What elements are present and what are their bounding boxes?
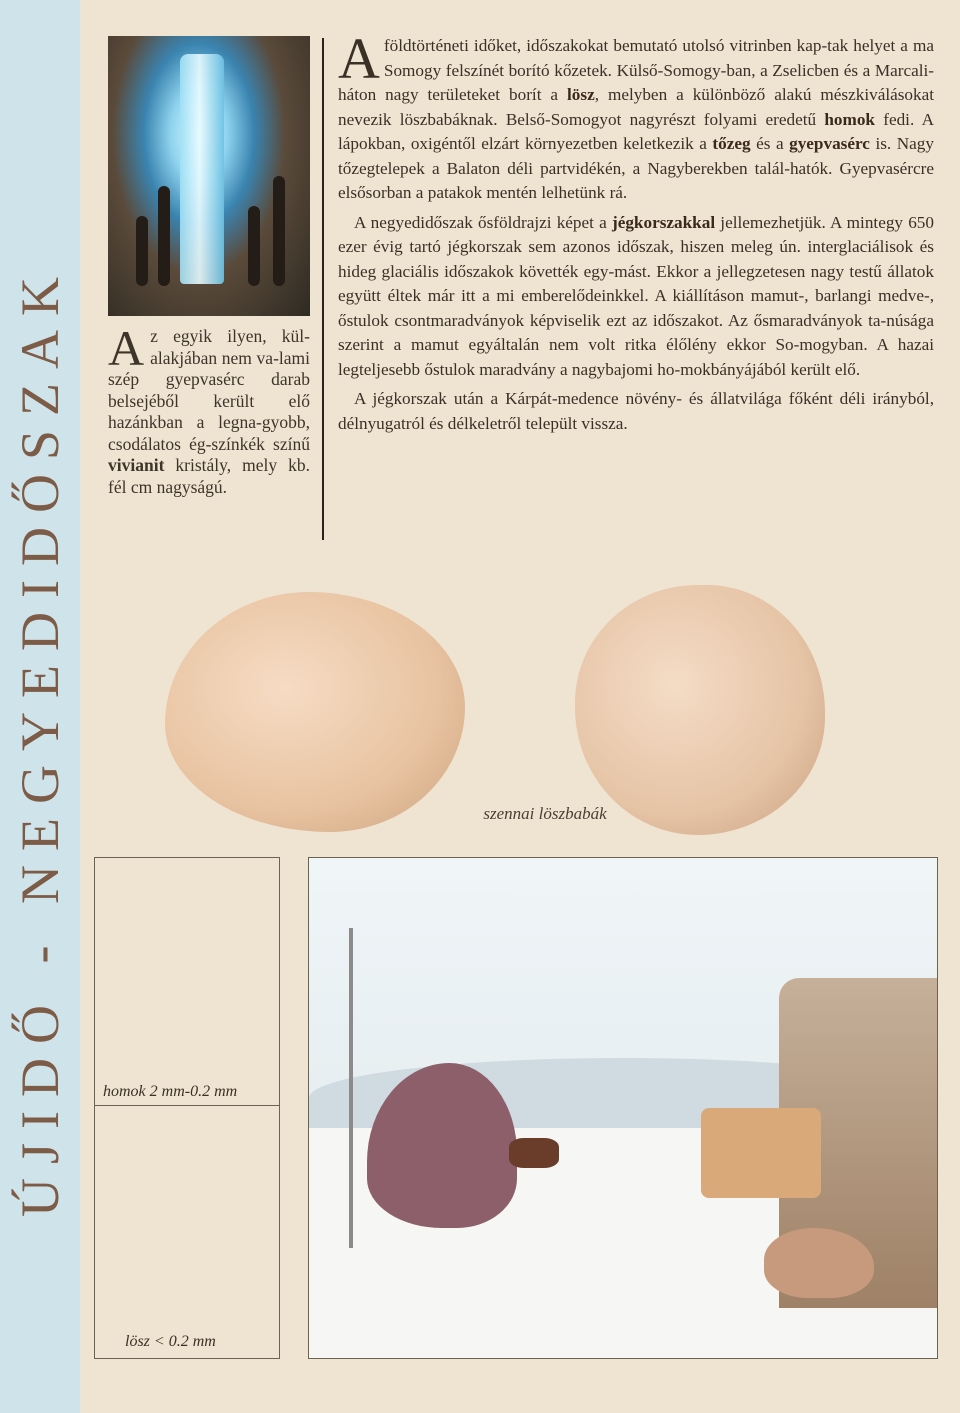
p1-body	[338, 26, 935, 202]
p1-segment: földtörténeti időket, időszakokat bemutató utolsó vitrinben kap-tak helyet a ma Somogy felszínét borító kőzetek. Külső-Somogy-ban, a Zselicben és a Marcali-háton nagy területeket borít a	[338, 36, 934, 104]
dead-tree	[349, 928, 353, 1248]
p1-segment: lösz	[567, 85, 595, 104]
sediment-samples-panel	[94, 857, 280, 1359]
p1-segment: is. Nagy tőzegtelepek a Balaton déli partvidékén, a Nagyberekben talál-hatók. Gyepvasércre elsősorban a patakok mentén lelhetünk rá.	[338, 134, 934, 202]
crystal-caption	[108, 320, 310, 498]
main-text	[338, 26, 935, 441]
side-band	[0, 0, 80, 1413]
caption-bold-word: vivianit	[108, 455, 165, 475]
paragraph-2	[338, 211, 934, 383]
chapter-title: ÚJIDŐ - NEGYEDIDŐSZAK	[10, 263, 70, 1217]
loess-doll-right-photo	[575, 585, 825, 835]
samples-divider	[95, 1105, 279, 1106]
p2-segment: jellemezhetjük. A mintegy 650 ezer évig tartó jégkorszak sem azonos időszak, hiszen meleg ún. interglaciálisok és hideg glaciális időszakok követték egy-mást. Ekkor a jellegzetesen nagy testű állatok együtt éltek már itt a mi emberelődeinkkel. A kiállításon mamut-, barlangi medve-, őstulok csontmaradványok képviselik ezt az időszakot. Az ősmaradványok ta-núsága szerint a mamut egyáltalán nem volt ritka élőlény ekkor So-mogyban. A hazai legteljesebb őstulok maradvány a nagybajomi ho-mokbányájából került elő.	[338, 212, 934, 379]
paragraph-1	[338, 26, 935, 206]
ice-age-illustration	[308, 857, 938, 1359]
p1-segment: tőzeg	[712, 134, 751, 153]
p1-segment: fedi. A lápokban, oxigéntől elzárt környezetben keletkezik a	[338, 109, 934, 153]
loess-doll-caption: szennai löszbabák	[483, 804, 607, 823]
p2-segment: jégkorszakkal	[611, 212, 716, 232]
paragraph-3	[338, 387, 934, 436]
deer-figure	[509, 1138, 559, 1168]
p1-segment: és a	[750, 134, 790, 153]
paragraph-dropcap: A	[338, 26, 380, 91]
column-divider	[322, 38, 324, 540]
p1-segment: gyepvasérc	[789, 134, 870, 153]
loess-label: lösz < 0.2 mm	[125, 1333, 216, 1350]
rock-ledge	[701, 1108, 821, 1198]
p1-segment: , melyben a különböző alakú mészkiválásokat nevezik löszbabáknak. Belső-Somogyot nagyrészt folyami eredetű	[338, 85, 935, 129]
p3-body	[338, 389, 934, 433]
p3-segment: A jégkorszak után a Kárpát-medence növény- és állatvilága főként déli irányból, délnyugatról és délkeletről települt vissza.	[338, 389, 934, 433]
loess-doll-left-photo	[165, 592, 465, 832]
p1-segment: homok	[824, 109, 875, 129]
vivianite-crystal-photo	[108, 36, 310, 316]
caption-text-1: z egyik ilyen, kül-alakjában nem va-lami szép gyepvasérc darab belsejéből került elő hazánkban a legna-gyobb, csodálatos ég-színkék színű	[108, 326, 310, 454]
caption-dropcap: A	[108, 320, 145, 376]
caption-text-2: kristály, mely kb. fél cm nagyságú.	[108, 455, 310, 497]
p2-segment: A negyedidőszak ősföldrajzi képet a	[354, 212, 612, 232]
p2-body	[338, 213, 934, 379]
sand-label: homok 2 mm-0.2 mm	[103, 1083, 238, 1100]
